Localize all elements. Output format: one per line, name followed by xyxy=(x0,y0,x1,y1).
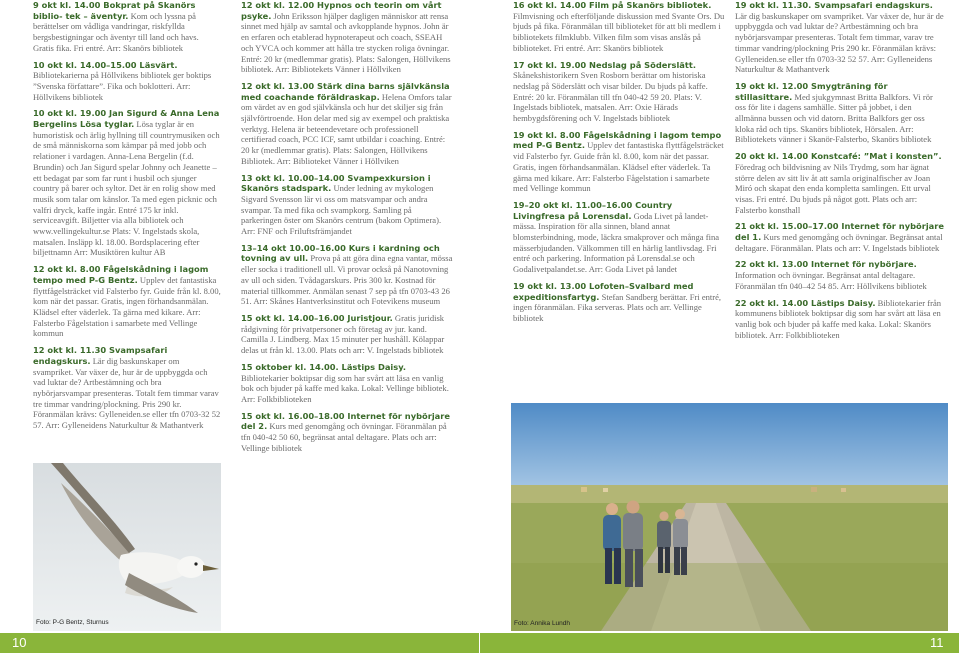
event-text: Föredrag och bildvisning av Nils Trydmg, som har ägnat större delen av sitt liv åt att samla originalfischer av Joan Miró och skapat den enda kompletta samlingen. Ett urval visas. Fri entré. Du bjuds på något gott. Plats och arr: Falsterbo konsthall xyxy=(735,161,931,215)
event-heading: 19 okt kl. 12.00 Smygträning för stillasittare. xyxy=(735,80,888,102)
footer-bar-left xyxy=(0,633,479,653)
event-text: Med sjukgymnast Britta Balkfors. Vi rör oss för lite i dagens samhälle. Sitter på jobbet, i den allmänna bussen och vid datorn. Britta Balkfors ger oss kloka råd och tips. Skanörs bibliotek, Hörsalen. Arr: Bibliotekets vänner i Skanör-Falsterbo, Skanörs bibliotek xyxy=(735,91,933,145)
event-text: Prova på att göra dina egna vantar, mössa eller socka i traditionell ull. Vi provar också på Nanotovning av ull och siden. Tvådagarskurs. Pris 300 kr. Kostnad för material tillkommer. Anmälan senast 7 sep på tfn 0703-43 26 51. Arr: Skånes Hantverksinstitut och Fotevikens museum xyxy=(241,253,453,307)
event-text: Lär dig baskunskaper om svampriket. Var växer de, hur är de uppbyggda och vad luktar de? Artbestämning och bra nybörjarsvampar presenteras. Totalt fem timmar, varav tre timmar vandring/plockning Pris 290 kr. Föranmälan krävs: Gylleneiden.se eller tfn 0703-32 52 57. Arr: Gylleneidens Naturkultur & Mathantverk xyxy=(735,10,944,75)
event-heading: 19 okt kl. 11.30. Svampsafari endagskurs. xyxy=(735,0,933,10)
event-text: Kurs med genomgång och övningar. Begränsat antal deltagare. Föranmälan. Plats och arr: V. Ingelstads bibliotek xyxy=(735,232,943,253)
column-1 xyxy=(33,0,221,437)
event-heading: 21 okt kl. 15.00–17.00 Internet för nybörjare del 1. xyxy=(735,221,944,243)
column-2 xyxy=(241,0,453,459)
gull-illustration xyxy=(33,463,221,631)
event-text: Lär dig baskunskaper om svampriket. Var växer de, hur är de uppbyggda och vad luktar de? Artbestämning och bra nybörjarsvampar presenteras. Totalt fem timmar varav tre timmar vandring/plockning. Pris 290 kr. Föranmälan krävs: Gylleneiden.se eller tfn 0703-32 52 57. Arr: Gylleneidens Naturkultur & Mathantverk xyxy=(33,355,221,431)
event-heading: 12 okt kl. 8.00 Fågelskådning i lagom tempo med P-G Bentz. xyxy=(33,264,209,285)
event-heading: 10 okt kl. 19.00 Jan Sigurd & Anna Lena Bergelins Lösa tyglar. xyxy=(33,108,220,130)
event-heading: 12 okt kl. 13.00 Stärk dina barns självkänsla med coachande föräldraskap. xyxy=(241,80,450,102)
event-heading: 10 okt kl. 14.00–15.00 Läsvärt. xyxy=(33,59,178,70)
bird-photo xyxy=(33,463,221,631)
event-heading: 13–14 okt 10.00–16.00 Kurs i kardning och tovning av ull. xyxy=(241,242,440,264)
event-text: Goda Livet på landet-mässa. Inspiration för alla sinnen, bland annat blomsterbindning, mode, läckra smakprover och många fina mässerbjudanden. Välkommen till en härlig lantlivsdag. Fri entré och parkering. Information på Lorensdal.se och Godalivetpalandet.se. Arr: Goda Livet på landet xyxy=(513,210,720,275)
hikers-photo xyxy=(511,403,948,631)
event-text: Under ledning av mykologen Sigvard Svensson lär vi oss om matsvampar och andra svampar. Ta med fika och svampkorg. Samling på parkeringen öster om Skanörs centrum (bakom Optimera). Arr: FNF och Friluftsfrämjandet xyxy=(241,183,442,237)
event-text: Upplev det fantastiska flyttfågelsträcket vid Falsterbo fyr. Guide från kl. 8.00, kom när det passar. Gratis, ingen förhandsanmälan. Klädsel efter väderlek. Ta gärna med kikare. Arr: Falsterbo Fågelstation i samarbete med Vellinge kommun xyxy=(513,140,724,194)
event-text: Kom och lyssna på berättelser om vådliga vandringar, riskfyllda bergsbestigningar och äventyr till land och havs. Gratis fika. Fri entré. Arr: Skanörs bibliotek xyxy=(33,10,199,53)
event-heading: 9 okt kl. 14.00 Bokprat på Skanörs biblio- tek – äventyr. xyxy=(33,0,196,21)
landscape-illustration xyxy=(511,403,948,631)
event-text: Upplev det fantastiska flyttfågelsträcket vid Falsterbo fyr. Guide från kl. 8.00, kom när det passar. Gratis, ingen förhandsanmälan. Klädsel efter väderlek. Ta gärna med kikare. Arr: Falsterbo Fågelstation i samarbete med Vellinge kommun xyxy=(33,274,221,339)
event-heading: 15 okt kl. 14.00–16.00 Juristjour. xyxy=(241,312,393,323)
footer-bar-right xyxy=(480,633,959,653)
event-heading: 12 okt kl. 12.00 Hypnos och teorin om vårt psyke. xyxy=(241,0,442,21)
page-number-right: 11 xyxy=(930,635,944,650)
event-text: Stefan Sandberg berättar. Fri entré, ingen föranmälan. Fika serveras. Plats och arr. Vellinge bibliotek xyxy=(513,291,722,323)
event-heading: 17 okt kl. 19.00 Nedslag på Söderslätt. xyxy=(513,59,696,70)
event-heading: 12 okt kl. 11.30 Svampsafari endagskurs. xyxy=(33,345,168,366)
event-heading: 19 okt kl. 13.00 Lofoten–Svalbard med expeditionsfartyg. xyxy=(513,280,694,302)
event-text: Kurs med genomgång och övningar. Föranmälan på tfn 040-42 50 60, begränsat antal deltagare. Plats och arr: Vellinge bibliotek xyxy=(241,421,447,453)
event-text: Information och övningar. Begränsat antal deltagare. Föranmälan tfn 040–42 54 85. Arr: Höllvikens bibliotek xyxy=(735,270,927,291)
column-3 xyxy=(513,0,725,330)
event-heading: 13 okt kl. 10.00–14.00 Svampexkursion i Skanörs stadspark. xyxy=(241,172,431,194)
event-text: Filmvisning och efterföljande diskussion med Svante Ors. Du bjuds på fika. Föranmälan till biblioteket för att bli medlem i bibliotekets filmklubb. Vilken film som visas anslås på biblioteket. Fri entré. Arr: Skanörs bibliotek xyxy=(513,10,725,53)
event-heading: 22 okt kl. 14.00 Lästips Daisy. xyxy=(735,297,876,308)
event-text: Skånekshistorikern Sven Rosborn berättar om historiska nedslag på Söderslätt och visar bilder. Du bjuds på kaffe. Entré: 20 kr. Föranmälan till tfn 040-42 59 20. Plats: V. Ingelstads bibliotek, matsalen. Arr: Oxie Härads hembygdsförening och V. Ingelstads bibliotek xyxy=(513,70,708,124)
event-heading: 16 okt kl. 14.00 Film på Skanörs bibliotek. xyxy=(513,0,712,10)
photo-credit-left: Foto: P-G Bentz, Sturnus xyxy=(36,619,109,626)
event-heading: 19–20 okt kl. 11.00–16.00 Country Livingfresa på Lorensdal. xyxy=(513,199,673,221)
event-heading: 22 okt kl. 13.00 Internet för nybörjare. xyxy=(735,259,917,270)
event-text: Bibliotekarier från kommunens bibliotek boktipsar dig som har svårt att läsa en vanlig bok och bjuder på kaffe med kaka. Lokal: Skanörs bibliotek. Arr: Folkbiblioteken xyxy=(735,297,942,340)
event-text: Bibliotekarierna på Höllvikens bibliotek ger boktips ”Svenska författare”. Fika och boklotteri. Arr: Höllvikens bibliotek xyxy=(33,70,212,102)
event-text: Helena Omfors talar om värdet av en god självkänsla och hur det skiljer sig från självförtroende. Hon delar med sig av exempel och praktiska verktyg. Helena är beteendevetare och professionell certifierad coach, PCC ICF, samt utbildar i coaching. Entré: 20 kr (medlemmar gratis). Plats: Salongen, Höllvikens Bibliotek. Arr: Biblioteket Vänner i Höllviken xyxy=(241,91,452,166)
event-text: Gratis juridisk rådgivning för privatpersoner och företag av jur. kand. Camilla J. Lindberg. Max 15 minuter per hushåll. Kölappar delas ut från kl. 13.00. Plats och arr: V. Ingelstads bibliotek xyxy=(241,312,445,356)
photo-credit-right: Foto: Annika Lundh xyxy=(514,620,571,627)
event-heading: 15 oktober kl. 14.00. Lästips Daisy. xyxy=(241,361,407,372)
event-heading: 20 okt kl. 14.00 Konstcafé: ”Mat i konsten”. xyxy=(735,151,942,162)
event-text: Bibliotekarier boktipsar dig som har svårt att läsa en vanlig bok och bjuder på kaffe med kaka. Lokal: Vellinge bibliotek. Arr: Folkbiblioteken xyxy=(241,372,449,404)
page-number-left: 10 xyxy=(12,635,27,650)
event-text: Lösa tyglar är en humoristisk och ärlig hyllning till countrymusiken och de små människorna som kämpar på med jobb och relationer i vardagen. Anna-Lena Bergelin (f.d. Brundin) och Jan Sigurd spelar Johnny och Jeanette – ett bedagat par som far runt i husbil och sjunger country på barer och syltor. Det är en rolig show med musik som talar om känslor. Ta med egen picknic och valfri dryck, kaffe ingår. Entré 175 kr inkl. serviceavgift. Biljetter via alla bibliotek och www.vellingekultur.se Plats: V. Ingelstads skola, matsalen. Insläpp kl. 18.00. Bordsplacering efter biljettnamn Arr: Musiktören kultur AB xyxy=(33,119,220,258)
column-4 xyxy=(735,0,945,346)
event-heading: 15 okt kl. 16.00–18.00 Internet för nybörjare del 2. xyxy=(241,410,450,432)
event-heading: 19 okt kl. 8.00 Fågelskådning i lagom tempo med P-G Bentz. xyxy=(513,129,722,151)
event-text: John Eriksson hjälper dagligen människor att rensa sinnet med hjälp av samtal och avkopplande hypnos. John är en erfaren och etablerad hypnoterapeut och coach, SSEAH och YVCA och kommer att hålla tre stycken roliga övningar. Entré: 20 kr (medlemmar gratis). Plats: Salongen, Höllvikens bibliotek. Arr: Bibliotekets Vänner i Höllviken xyxy=(241,10,451,75)
